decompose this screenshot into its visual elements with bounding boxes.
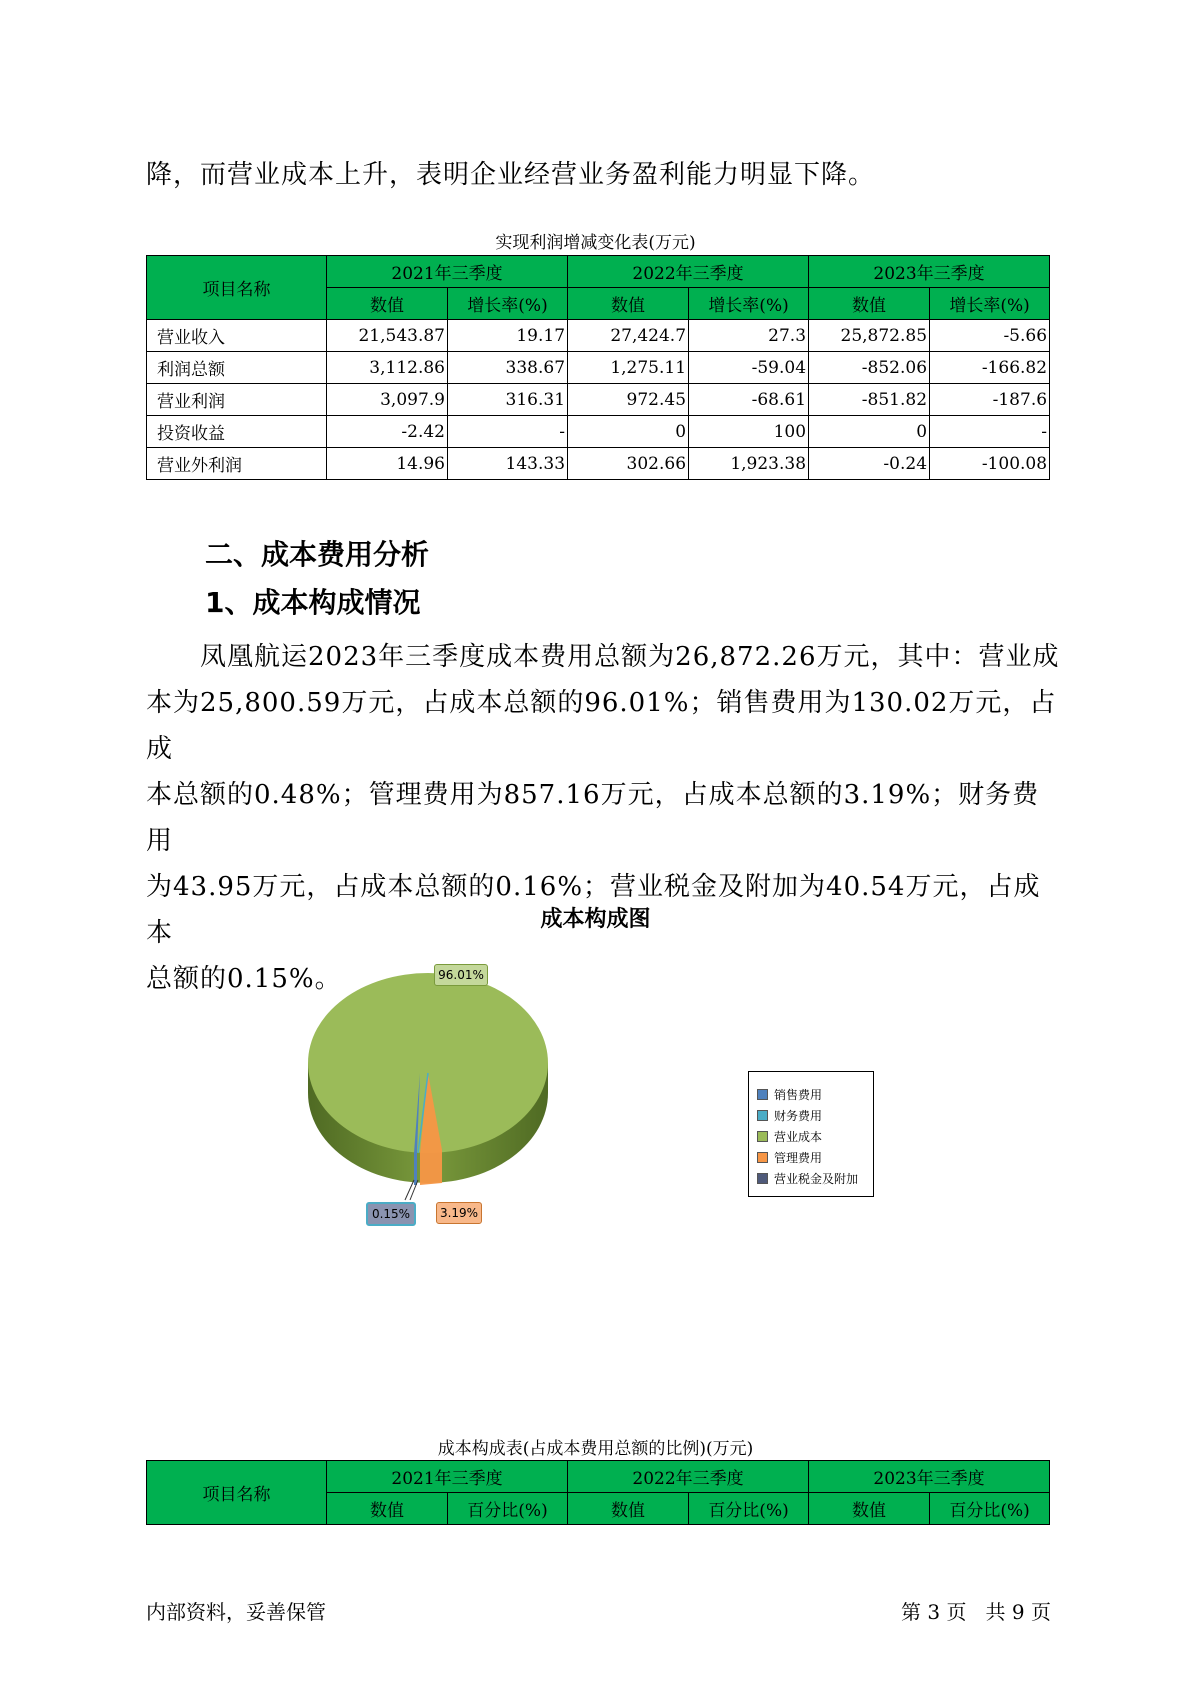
pie-label-management-fee: 3.19% [436, 1202, 482, 1224]
row-label: 营业外利润 [147, 448, 327, 480]
table-row [147, 416, 1050, 448]
legend-label: 销售费用 [774, 1088, 823, 1102]
header-period-2023: 2023年三季度 [809, 256, 1050, 288]
subheader-percent: 百分比(%) [448, 1493, 568, 1525]
legend-swatch [757, 1173, 768, 1184]
legend-label: 财务费用 [774, 1109, 823, 1123]
footer-left: 内部资料，妥善保管 [146, 1600, 326, 1624]
cell: -59.04 [689, 352, 809, 384]
body-line: 本总额的0.48%；管理费用为857.16万元，占成本总额的3.19%；财务费用 [146, 780, 1040, 856]
cell: 19.17 [448, 320, 568, 352]
subheader-growth: 增长率(%) [448, 288, 568, 320]
cell: - [930, 416, 1050, 448]
cell: 27,424.7 [568, 320, 689, 352]
cell: -187.6 [930, 384, 1050, 416]
legend-label: 管理费用 [774, 1151, 823, 1165]
legend-label: 营业成本 [774, 1130, 823, 1144]
cell: -0.24 [809, 448, 930, 480]
legend-label: 营业税金及附加 [774, 1172, 859, 1186]
header-period-2023: 2023年三季度 [809, 1461, 1050, 1493]
cell: -100.08 [930, 448, 1050, 480]
cell: 338.67 [448, 352, 568, 384]
cost-structure-table [146, 1460, 1050, 1525]
cell: 25,872.85 [809, 320, 930, 352]
legend-swatch [757, 1110, 768, 1121]
cell: 14.96 [327, 448, 448, 480]
body-line: 总额的0.15%。 [146, 964, 342, 994]
subheader-value: 数值 [809, 288, 930, 320]
table1-caption: 实现利润增减变化表(万元) [495, 233, 696, 253]
pie-label-operating-cost: 96.01% [434, 964, 488, 986]
cell: -166.82 [930, 352, 1050, 384]
subheader-percent: 百分比(%) [689, 1493, 809, 1525]
legend-swatch [757, 1089, 768, 1100]
table-row [147, 320, 1050, 352]
section-heading: 二、成本费用分析 [205, 538, 430, 571]
body-line: 为43.95万元，占成本总额的0.16%；营业税金及附加为40.54万元，占成本 [146, 872, 1041, 948]
cell: 0 [568, 416, 689, 448]
profit-change-table [146, 255, 1050, 480]
cell: 100 [689, 416, 809, 448]
cell: - [448, 416, 568, 448]
header-item-name: 项目名称 [147, 256, 327, 320]
header-period-2021: 2021年三季度 [327, 1461, 568, 1493]
body-paragraph [146, 634, 1066, 1002]
header-period-2021: 2021年三季度 [327, 256, 568, 288]
cell: 3,112.86 [327, 352, 448, 384]
table2-caption: 成本构成表(占成本费用总额的比例)(万元) [437, 1439, 754, 1459]
subheader-value: 数值 [809, 1493, 930, 1525]
row-label: 营业收入 [147, 320, 327, 352]
subheader-value: 数值 [327, 288, 448, 320]
legend-item [757, 1084, 873, 1105]
legend-item [757, 1126, 873, 1147]
cell: 0 [809, 416, 930, 448]
legend-item [757, 1168, 873, 1189]
cell: 302.66 [568, 448, 689, 480]
subheader-percent: 百分比(%) [930, 1493, 1050, 1525]
cell: 143.33 [448, 448, 568, 480]
chart-title: 成本构成图 [540, 907, 651, 932]
header-period-2022: 2022年三季度 [568, 256, 809, 288]
cell: 3,097.9 [327, 384, 448, 416]
cell: 1,923.38 [689, 448, 809, 480]
cell: -2.42 [327, 416, 448, 448]
cell: 316.31 [448, 384, 568, 416]
header-period-2022: 2022年三季度 [568, 1461, 809, 1493]
row-label: 营业利润 [147, 384, 327, 416]
cell: 27.3 [689, 320, 809, 352]
cell: 972.45 [568, 384, 689, 416]
row-label: 投资收益 [147, 416, 327, 448]
table-row [147, 448, 1050, 480]
subheader-growth: 增长率(%) [930, 288, 1050, 320]
subheader-value: 数值 [568, 1493, 689, 1525]
body-line: 凤凰航运2023年三季度成本费用总额为26,872.26万元，其中：营业成 [200, 642, 1060, 672]
header-item-name: 项目名称 [147, 1461, 327, 1525]
legend-swatch [757, 1152, 768, 1163]
legend-item [757, 1105, 873, 1126]
body-line: 本为25,800.59万元，占成本总额的96.01%；销售费用为130.02万元，占成 [146, 688, 1057, 764]
row-label: 利润总额 [147, 352, 327, 384]
cell: -68.61 [689, 384, 809, 416]
chart-legend [748, 1071, 874, 1197]
sub-heading: 1、成本构成情况 [205, 586, 421, 619]
pie-label-tax: 0.15% [366, 1202, 416, 1226]
pie-leader-line [405, 1180, 414, 1200]
subheader-value: 数值 [327, 1493, 448, 1525]
table-row [147, 352, 1050, 384]
subheader-value: 数值 [568, 288, 689, 320]
intro-text: 降，而营业成本上升，表明企业经营业务盈利能力明显下降。 [146, 160, 876, 190]
cell: 1,275.11 [568, 352, 689, 384]
footer-page-number: 第 3 页 共 9 页 [901, 1600, 1051, 1624]
table-row [147, 384, 1050, 416]
cell: -851.82 [809, 384, 930, 416]
cell: -5.66 [930, 320, 1050, 352]
cell: 21,543.87 [327, 320, 448, 352]
cell: -852.06 [809, 352, 930, 384]
legend-swatch [757, 1131, 768, 1142]
legend-item [757, 1147, 873, 1168]
subheader-growth: 增长率(%) [689, 288, 809, 320]
